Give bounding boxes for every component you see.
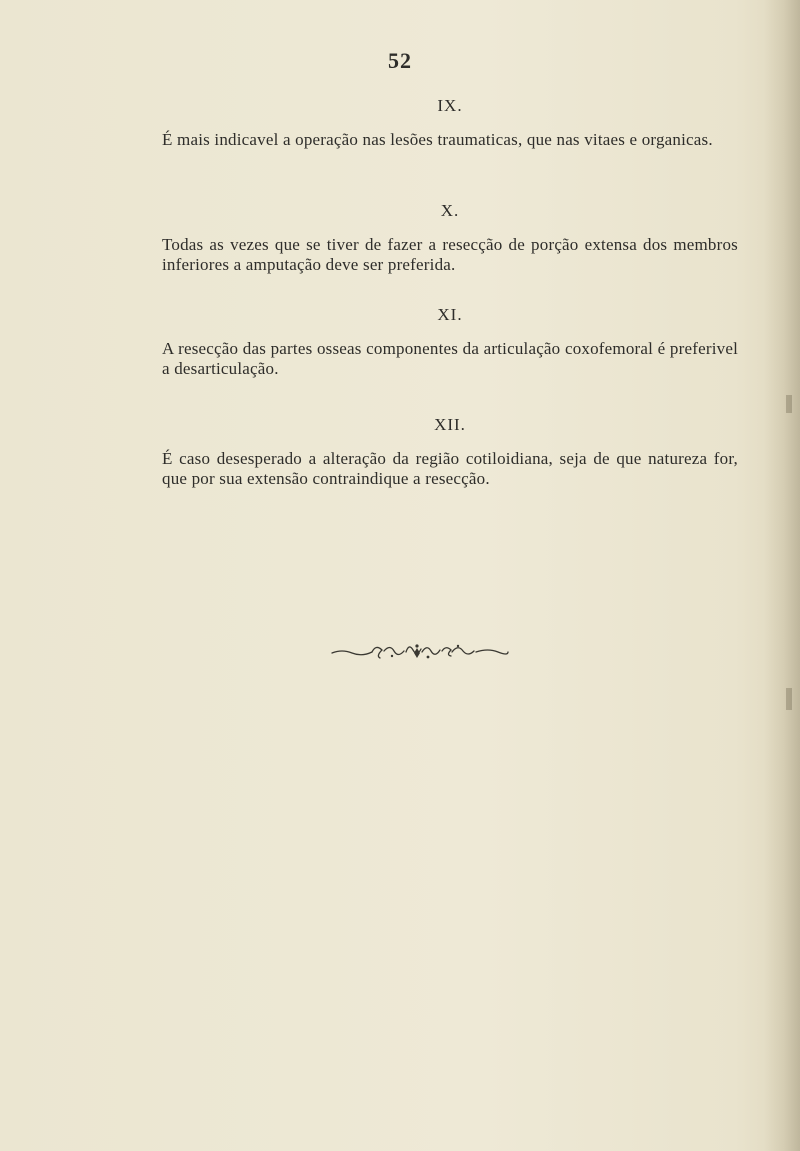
section-text: Todas as vezes que se tiver de fazer a resecção de porção extensa dos membros inferiores a amputação deve ser preferida. <box>162 235 738 274</box>
page-edge-mark <box>786 688 792 710</box>
section-text: É mais indicavel a operação nas lesões traumaticas, que nas vitaes e organicas. <box>162 130 713 149</box>
page-edge-shadow <box>764 0 800 1151</box>
section-x <box>162 201 738 275</box>
section-xi <box>162 305 738 379</box>
section-heading: IX. <box>437 96 463 115</box>
decorative-rule-ornament <box>330 640 510 664</box>
section-text: A resecção das partes osseas componentes da articulação coxofemoral é preferivel a desarticulação. <box>162 339 738 378</box>
section-heading: XI. <box>437 305 463 324</box>
section-text: É caso desesperado a alteração da região cotiloidiana, seja de que natureza for, que por sua extensão contraindique a resecção. <box>162 449 738 488</box>
section-heading: XII. <box>434 415 466 434</box>
section-xii <box>162 415 738 489</box>
section-ix <box>162 96 738 150</box>
page-edge-mark <box>786 395 792 413</box>
page-number: 52 <box>388 48 412 73</box>
section-heading: X. <box>440 201 460 220</box>
